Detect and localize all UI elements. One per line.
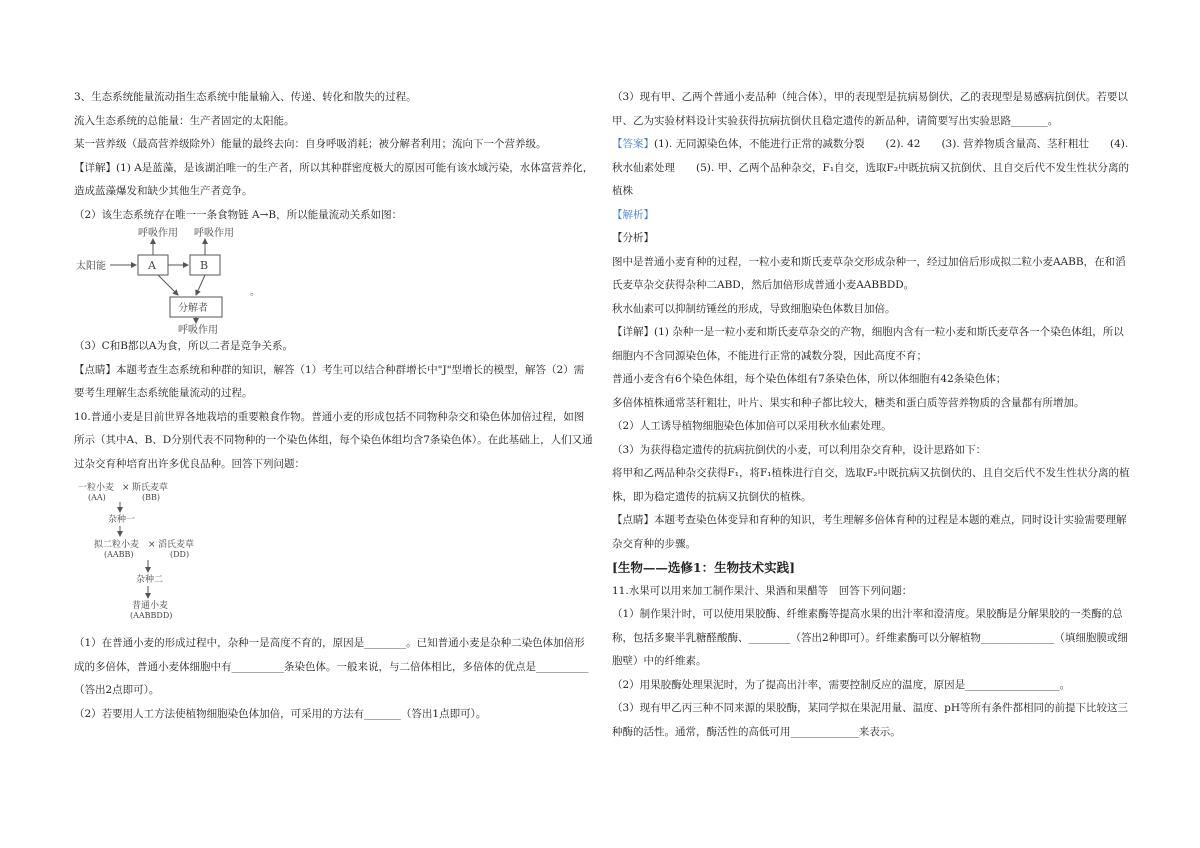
energy-flow-svg [74, 227, 374, 335]
question-11-part-1: （1）制作果汁时，可以使用果胶酶、纤维素酶等提高水果的出汁率和澄清度。果胶酶是分解果胶的一类酶的总称，包括多聚半乳糖醛酸酶、________（答出2种即可）。纤维素酶可以分解植物______________（填细胞膜或细胞壁）中的纤维素。 [612, 608, 1128, 667]
energy-flow-diagram [74, 227, 374, 335]
answer-body: (1). 无同源染色体，不能进行正常的减数分裂 (2). 42 (3). 营养物质含量高、茎秆粗壮 (4). 秋水仙素处理 (5). 甲、乙两个品种杂交，F₁自交，选取F₂中既抗病又抗倒伏、且自交后代不发生性状分离的植株 [612, 138, 1130, 197]
left-column [74, 86, 594, 726]
wheat-tauschii-genome: (DD) [170, 550, 190, 559]
wheat-emmer: 拟二粒小麦 [94, 540, 140, 550]
analysis-para-8: 将甲和乙两品种杂交获得F₁，将F₁植株进行自交，选取F₂中既抗病又抗倒伏的、且自交后代不发生性状分离的植株，即为稳定遗传的抗病又抗倒伏的植株。 [612, 467, 1130, 503]
analysis-heading: 【分析】 [612, 232, 654, 244]
sun-label: 太阳能 [76, 261, 106, 272]
section-heading: [生物——选修1：生物技术实践] [612, 560, 796, 575]
analysis-comment: 【点睛】本题考查染色体变异和育种的知识，考生理解多倍体育种的过程是本题的难点，同时设计实验需要理解杂交育种的步骤。 [612, 514, 1127, 550]
analysis-para-5: 多倍体植株通常茎秆粗壮，叶片、果实和种子都比较大，糖类和蛋白质等营养物质的含量都有所增加。 [612, 396, 1085, 409]
wheat-breeding-svg [74, 480, 374, 628]
para-energy-flow-definition: 3、生态系统能量流动指生态系统中能量输入、传递、转化和散失的过程。 [74, 91, 417, 103]
respiration-label-1: 呼吸作用 [138, 228, 178, 239]
question-10-stem: 10.普通小麦是目前世界各地栽培的重要粮食作物。普通小麦的形成包括不同物种杂交和染色体加倍过程，如图所示（其中A、B、D分别代表不同物种的一个染色体组，每个染色体组均含7条染色体）。在此基础上，人们又通过杂交育种培育出许多优良品种。回答下列问题： [74, 410, 593, 470]
wheat-einkorn-genome: (AA) [88, 493, 106, 502]
hybrid-one: 杂种一 [108, 515, 136, 525]
question-11-part-3: （3）现有甲乙丙三种不同来源的果胶酶，某同学拟在果泥用量、温度、pH等所有条件都相同的前提下比较这三种酶的活性。通常，酶活性的高低可用_____________来表示。 [612, 702, 1129, 738]
respiration-label-3: 呼吸作用 [178, 325, 218, 336]
analysis-para-6: （2）人工诱导植物细胞染色体加倍可以采用秋水仙素处理。 [612, 420, 892, 432]
hybrid-two: 杂种二 [136, 575, 164, 585]
question-10-part-1: （1）在普通小麦的形成过程中，杂种一是高度不育的，原因是________。已知普通小麦是杂种二染色体加倍形成的多倍体，普通小麦体细胞中有__________条染色体。一般来说，与二倍体相比，多倍体的优点是__________（答出2点即可）。 [74, 637, 589, 696]
analysis-tag: 【解析】 [612, 208, 654, 221]
question-11-stem: 11.水果可以用来加工制作果汁、果酒和果醋等 回答下列问题： [612, 584, 913, 597]
question-10-part-2: （2）若要用人工方法使植物细胞染色体加倍，可采用的方法有_______（答出1点即可）。 [74, 707, 487, 720]
question-11-part-2: （2）用果胶酶处理果泥时，为了提高出汁率，需要控制反应的温度，原因是__________________。 [612, 678, 1071, 691]
wheat-common: 普通小麦 [132, 601, 169, 611]
analysis-para-2: 秋水仙素可以抑制纺锤丝的形成，导致细胞染色体数目加倍。 [612, 302, 896, 315]
para-comment: 【点睛】本题考查生态系统和种群的知识，解答（1）考生可以结合种群增长中"J"型增长的模型，解答（2）需要考生理解生态系统能量流动的过程。 [74, 363, 585, 399]
respiration-label-2: 呼吸作用 [194, 228, 234, 239]
analysis-para-3: 【详解】(1) 杂种一是一粒小麦和斯氏麦草杂交的产物，细胞内含有一粒小麦和斯氏麦草各一个染色体组，所以细胞内不含同源染色体，不能进行正常的减数分裂，因此高度不育； [612, 326, 1124, 362]
cross-symbol-1: × [122, 483, 130, 493]
wheat-common-genome: (AABBDD) [130, 611, 173, 620]
wheat-tauschii: 滔氏麦草 [158, 540, 195, 550]
para-total-energy: 流入生态系统的总能量：生产者固定的太阳能。 [74, 114, 295, 127]
analysis-para-4: 普通小麦含有6个染色体组，每个染色体组有7条染色体，所以体细胞有42条染色体； [612, 373, 1007, 385]
node-a-label: A [148, 259, 156, 272]
wheat-einkorn: 一粒小麦 [78, 483, 115, 493]
cross-symbol-2: × [148, 540, 156, 550]
para-detail-2: （2）该生态系统存在唯一一条食物链 A→B，所以能量流动关系如图： [74, 208, 403, 221]
para-detail-3: （3）C和B都以A为食，所以二者是竞争关系。 [74, 340, 294, 352]
answer-tag: 【答案】 [612, 138, 654, 150]
para-energy-fate: 某一营养级（最高营养级除外）能量的最终去向：自身呼吸消耗；被分解者利用；流向下一个营养级。 [74, 138, 547, 150]
question-10-part-3: （3）现有甲、乙两个普通小麦品种（纯合体），甲的表现型是抗病易倒伏，乙的表现型是易感病抗倒伏。若要以甲、乙为实验材料设计实验获得抗病抗倒伏且稳定遗传的新品种，请简要写出实验思路_______。 [612, 91, 1128, 127]
para-detail-1: 【详解】(1) A是蓝藻，是该湖泊唯一的生产者，所以其种群密度极大的原因可能有该水域污染，水体富营养化，造成蓝藻爆发和缺少其他生产者竞争。 [74, 161, 594, 197]
figure-trailing-mark: 。 [250, 287, 260, 298]
wheat-speltoides: 斯氏麦草 [132, 483, 169, 493]
node-b-label: B [200, 259, 209, 272]
right-column [612, 86, 1132, 744]
answer-paragraph [612, 133, 1132, 204]
wheat-speltoides-genome: (BB) [142, 493, 160, 502]
analysis-para-1: 图中是普通小麦育种的过程，一粒小麦和斯氏麦草杂交形成杂种一，经过加倍后形成拟二粒小麦AABB，在和滔氏麦草杂交获得杂种二ABD，然后加倍形成普通小麦AABBDD。 [612, 255, 1126, 291]
analysis-para-7: （3）为获得稳定遗传的抗病抗倒伏的小麦，可以利用杂交育种，设计思路如下： [612, 443, 987, 456]
decomposer-label: 分解者 [178, 303, 208, 314]
wheat-emmer-genome: (AABB) [104, 550, 134, 559]
wheat-breeding-diagram [74, 480, 374, 628]
